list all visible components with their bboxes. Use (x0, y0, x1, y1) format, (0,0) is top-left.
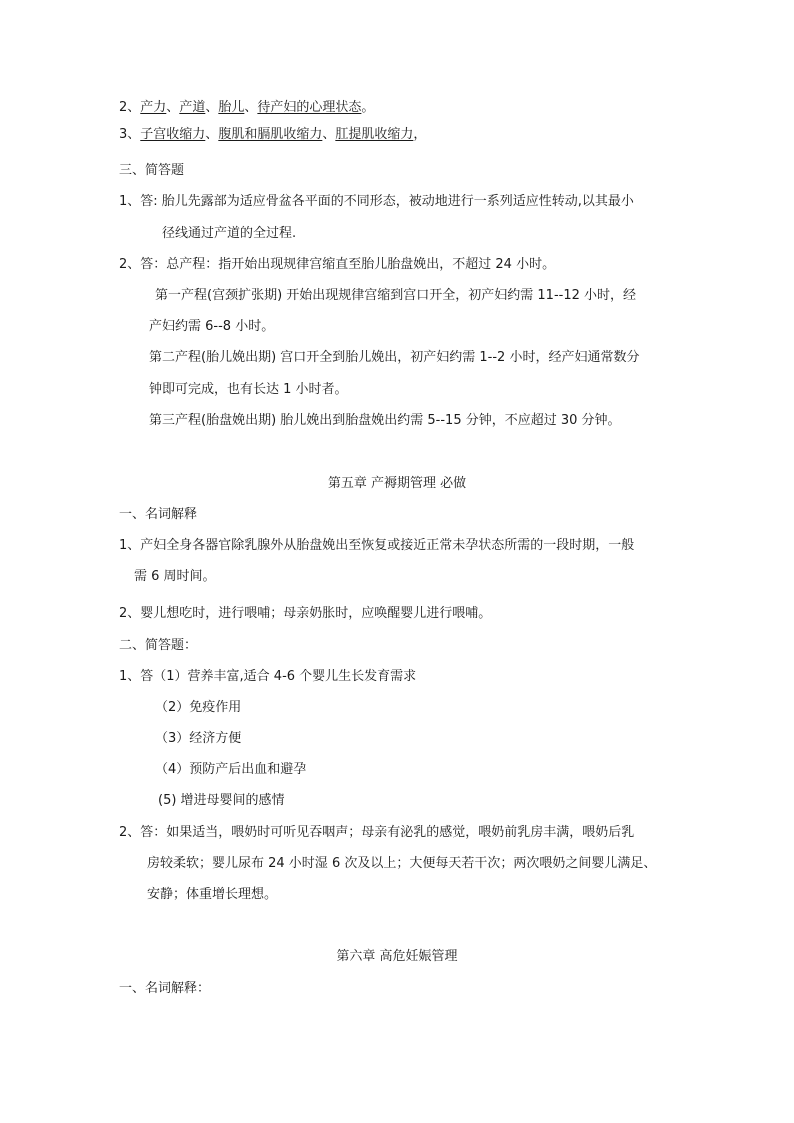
answer-paragraph: 2、答：总产程：指开始出现规律宫缩直至胎儿胎盘娩出，不超过 24 小时。 (119, 257, 556, 272)
answer-paragraph: 第一产程(宫颈扩张期) 开始出现规律宫缩到宫口开全，初产妇约需 11--12 小时，经 (155, 288, 637, 303)
answer-paragraph: 安静；体重增长理想。 (147, 887, 278, 902)
list-item: （3）经济方便 (155, 731, 242, 746)
separator: 、 (166, 100, 180, 115)
separator: 、 (205, 100, 219, 115)
section-heading-short-answer: 三、简答题 (119, 163, 185, 178)
separator: 、 (205, 127, 219, 142)
item-number: 2、 (119, 100, 141, 115)
definition-paragraph: 需 6 周时间。 (134, 569, 216, 584)
section-heading: 一、名词解释： (119, 981, 211, 996)
punctuation: ， (413, 127, 427, 142)
chapter-title: 第五章 产褥期管理 必做 (327, 476, 467, 491)
answer-term: 待产妇的心理状态 (257, 100, 362, 115)
punctuation: 。 (361, 100, 375, 115)
answer-paragraph: 径线通过产道的全过程. (162, 226, 297, 241)
list-item: (5) 增进母婴间的感情 (158, 793, 285, 808)
answer-term: 腹肌和膈肌收缩力 (218, 127, 323, 142)
answer-term: 胎儿 (218, 100, 245, 115)
answer-term: 产道 (179, 100, 206, 115)
answer-paragraph: 钟即可完成，也有长达 1 小时者。 (149, 382, 348, 397)
chapter-title: 第六章 高危妊娠管理 (336, 949, 458, 964)
separator: 、 (244, 100, 258, 115)
answer-term: 肛提肌收缩力 (335, 127, 414, 142)
fill-answer-2 (119, 99, 374, 117)
list-item: （2）免疫作用 (155, 700, 242, 715)
definition-paragraph: 2、婴儿想吃时，进行喂哺；母亲奶胀时，应唤醒婴儿进行喂哺。 (119, 606, 492, 621)
answer-paragraph: 2、答：如果适当，喂奶时可听见吞咽声；母亲有泌乳的感觉，喂奶前乳房丰满，喂奶后乳 (119, 825, 635, 840)
answer-paragraph: 1、答: 胎儿先露部为适应骨盆各平面的不同形态，被动地进行一系列适应性转动,以其最小 (119, 194, 634, 209)
answer-paragraph: 1、答（1）营养丰富,适合 4-6 个婴儿生长发育需求 (119, 669, 417, 684)
definition-paragraph: 1、产妇全身各器官除乳腺外从胎盘娩出至恢复或接近正常未孕状态所需的一段时期，一般 (119, 538, 635, 553)
answer-term: 子宫收缩力 (140, 127, 206, 142)
item-number: 3、 (119, 127, 141, 142)
section-heading: 二、简答题： (119, 638, 198, 653)
list-item: （4）预防产后出血和避孕 (155, 762, 307, 777)
separator: 、 (322, 127, 336, 142)
fill-answer-3 (119, 126, 426, 144)
answer-paragraph: 房较柔软；婴儿尿布 24 小时湿 6 次及以上；大便每天若干次；两次喂奶之间婴儿满足、 (147, 856, 657, 871)
answer-term: 产力 (140, 100, 167, 115)
answer-paragraph: 第三产程(胎盘娩出期) 胎儿娩出到胎盘娩出约需 5--15 分钟，不应超过 30 分钟。 (149, 413, 621, 428)
answer-paragraph: 第二产程(胎儿娩出期) 宫口开全到胎儿娩出，初产妇约需 1--2 小时，经产妇通常数分 (149, 350, 640, 365)
section-heading: 一、名词解释 (119, 507, 198, 522)
answer-paragraph: 产妇约需 6--8 小时。 (149, 319, 275, 334)
